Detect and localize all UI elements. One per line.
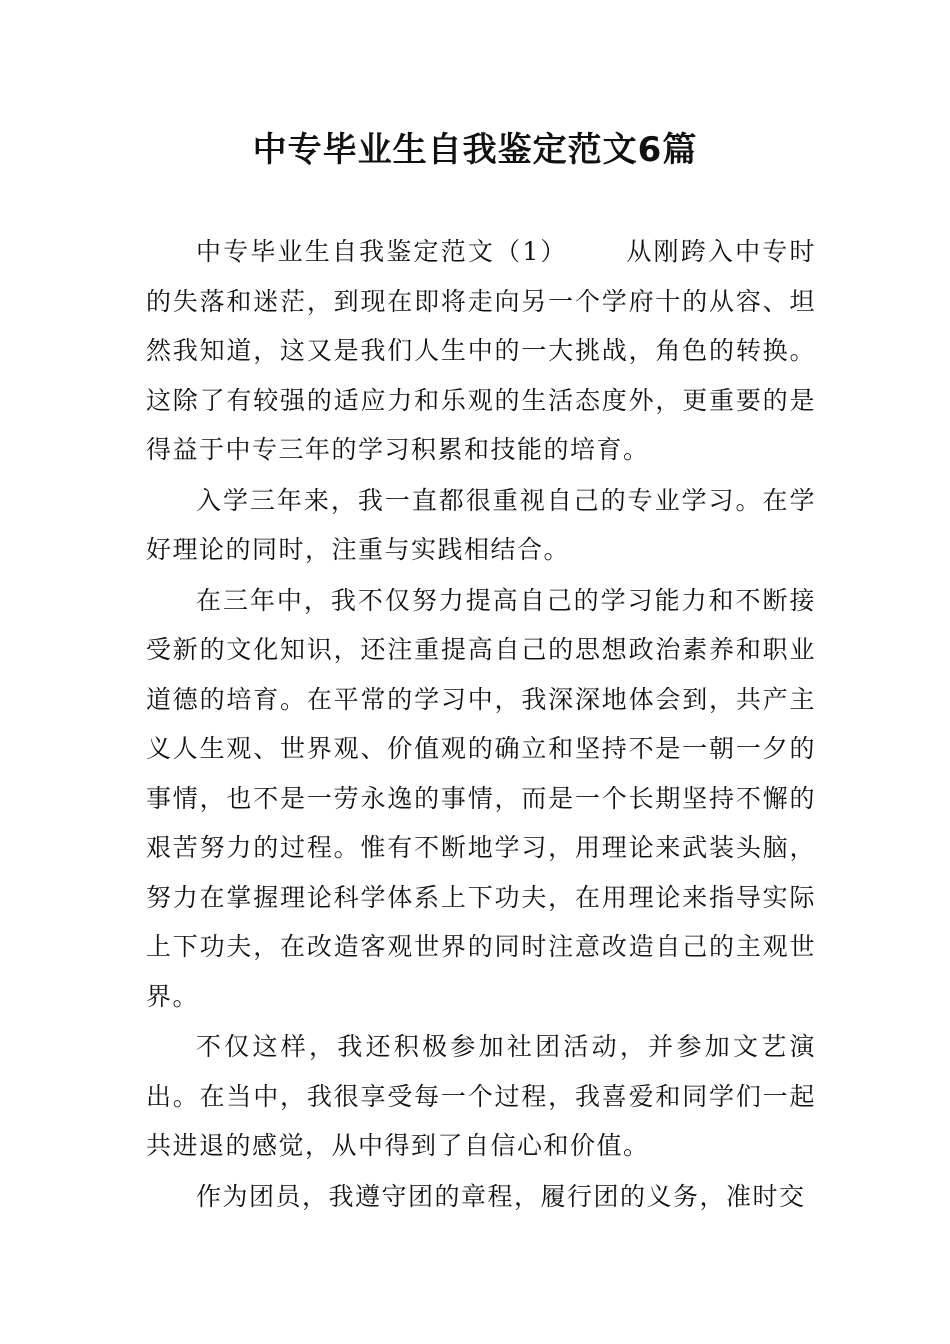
section-heading: 中专毕业生自我鉴定范文（1） — [196, 237, 568, 266]
document-body — [146, 227, 816, 1221]
paragraph-1 — [146, 227, 816, 475]
paragraph-5: 作为团员，我遵守团的章程，履行团的义务，准时交 — [196, 1181, 806, 1211]
document-title: 中专毕业生自我鉴定范文6篇 — [252, 130, 698, 170]
paragraph-4: 不仅这样，我还积极参加社团活动，并参加文艺演出。在当中，我很享受每一个过程，我喜爱和同学们一起共进退的感觉，从中得到了自信心和价值。 — [146, 1032, 816, 1160]
paragraph-2: 入学三年来，我一直都很重视自己的专业学习。在学好理论的同时，注重与实践相结合。 — [146, 485, 816, 564]
paragraph-1-text: 从刚跨入中专时的失落和迷茫，到现在即将走向另一个学府十的从容、坦然我知道，这又是我们人生中的一大挑战，角色的转换。这除了有较强的适应力和乐观的生活态度外，更重要的是得益于中专三年的学习积累和技能的培育。 — [146, 237, 816, 464]
paragraph-3: 在三年中，我不仅努力提高自己的学习能力和不断接受新的文化知识，还注重提高自己的思想政治素养和职业道德的培育。在平常的学习中，我深深地体会到，共产主义人生观、世界观、价值观的确立和坚持不是一朝一夕的事情，也不是一劳永逸的事情，而是一个长期坚持不懈的艰苦努力的过程。惟有不断地学习，用理论来武装头脑，努力在掌握理论科学体系上下功夫，在用理论来指导实际上下功夫，在改造客观世界的同时注意改造自己的主观世界。 — [146, 585, 816, 1011]
